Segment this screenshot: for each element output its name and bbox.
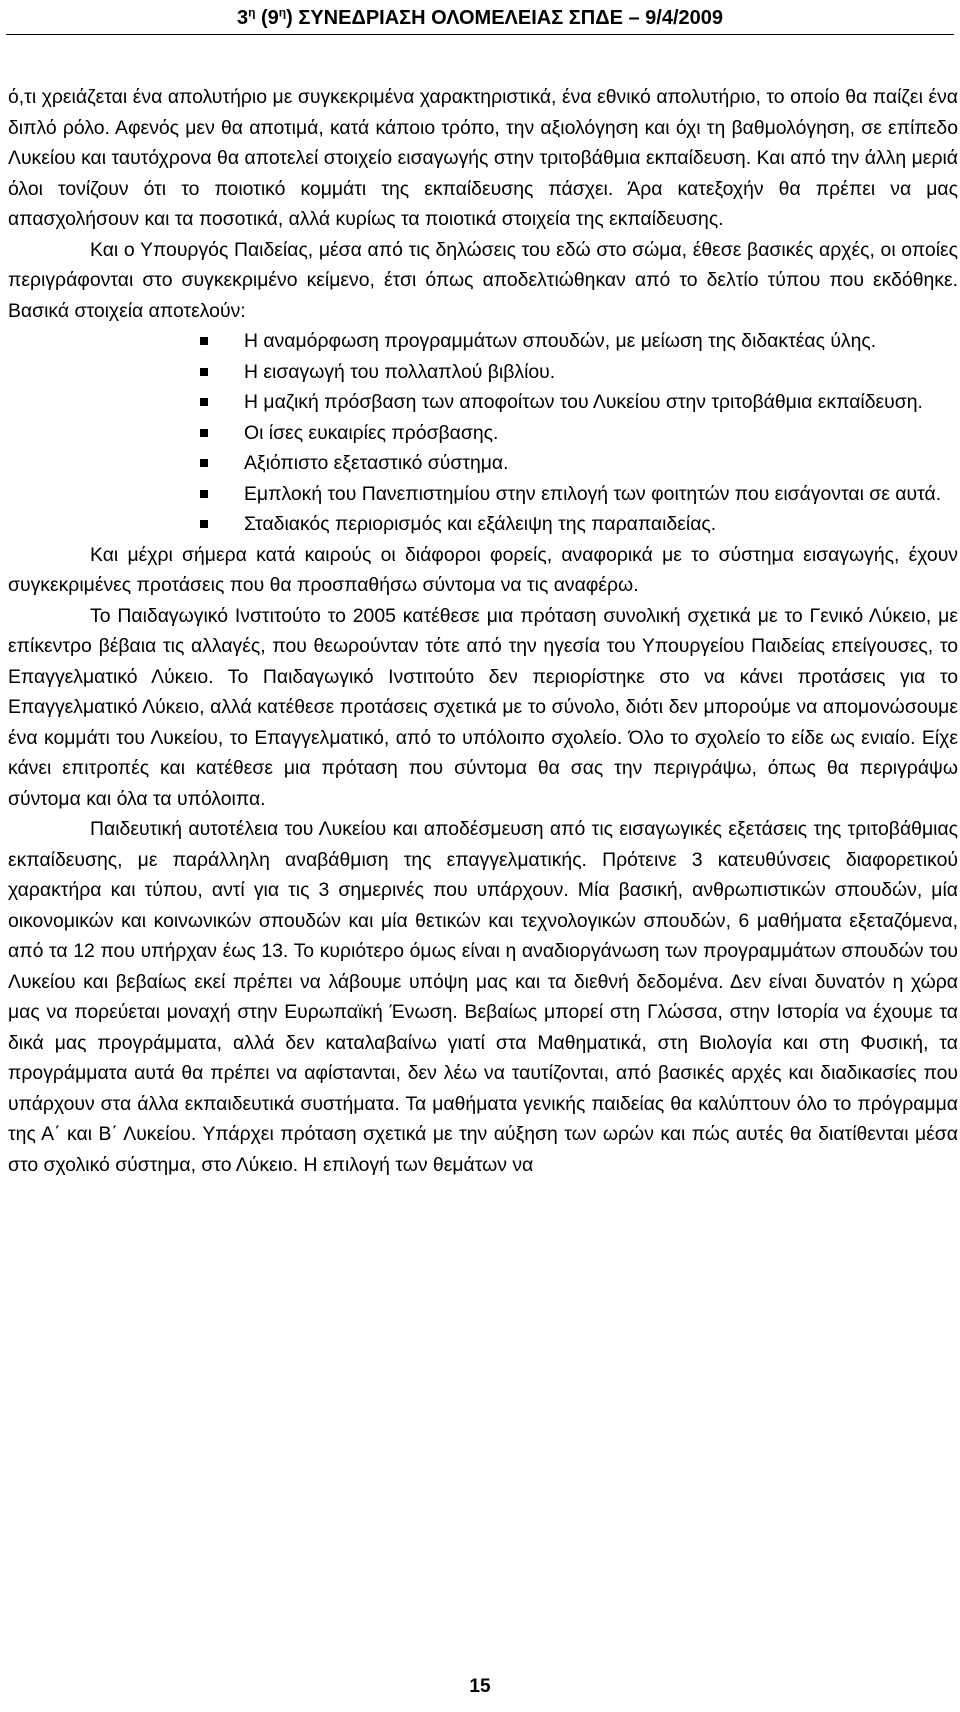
- header-paren: (9: [255, 7, 279, 29]
- principles-list: [8, 326, 958, 540]
- square-bullet-icon: [200, 429, 208, 437]
- square-bullet-icon: [200, 520, 208, 528]
- list-item-text: Η αναμόρφωση προγραμμάτων σπουδών, με μείωση της διδακτέας ύλης.: [244, 330, 877, 352]
- list-item: [244, 479, 958, 510]
- list-item: [244, 418, 958, 449]
- list-item-text: Εμπλοκή του Πανεπιστημίου στην επιλογή των φοιτητών που εισάγονται σε αυτά.: [244, 482, 942, 505]
- header-number-superscript: η: [248, 5, 256, 20]
- list-item: [244, 448, 958, 479]
- paragraph-autonomy: Παιδευτική αυτοτέλεια του Λυκείου και αποδέσμευση από τις εισαγωγικές εξετάσεις της τριτοβάθμιας εκπαίδευσης, με παράλληλη αναβάθμιση της επαγγελματικής. Πρότεινε 3 κατευθύνσεις διαφορετικού χαρακτήρα και τύπου, αντί για τις 3 σημερινές που υπάρχουν. Μία βασική, ανθρωπιστικών σπουδών, μία οικονομικών και κοινωνικών σπουδών και μία θετικών και τεχνολογικών σπουδών, 6 μαθήματα εξεταζόμενα, από τα 12 που υπήρχαν έως 13. Το κυριότερο όμως είναι η αναδιοργάνωση των προγραμμάτων σπουδών του Λυκείου και βεβαίως εκεί πρέπει να λάβουμε υπόψη μας και τα διεθνή δεδομένα. Δεν είναι δυνατόν η χώρα μας να πορεύεται μοναχή στην Ευρωπαϊκή Ένωση. Βεβαίως μπορεί στη Γλώσσα, στην Ιστορία να έχουμε τα δικά μας προγράμματα, αλλά δεν καταλαβαίνω γιατί στα Μαθηματικά, στη Βιολογία και στη Φυσική, τα προγράμματα αυτά θα πρέπει να αφίστανται, δεν λέω να ταυτίζονται, από βασικές αρχές και διαδικασίες που υπάρχουν στα άλλα εκπαιδευτικά συστήματα. Τα μαθήματα γενικής παιδείας θα καλύπτουν όλο το πρόγραμμα της Α΄ και Β΄ Λυκείου. Υπάρχει πρόταση σχετικά με την αύξηση των ωρών και πώς αυτές θα διατίθενται μέσα στο σχολικό σύστημα, στο Λύκειο. Η επιλογή των θεμάτων να: [8, 818, 958, 1176]
- list-item: [244, 357, 958, 388]
- list-item-text: Η εισαγωγή του πολλαπλού βιβλίου.: [244, 360, 556, 383]
- paragraph-intro: ό,τι χρειάζεται ένα απολυτήριο με συγκεκριμένα χαρακτηριστικά, ένα εθνικό απολυτήριο, το οποίο θα παίζει ένα διπλό ρόλο. Αφενός μεν θα αποτιμά, κατά κάποιο τρόπο, την αξιολόγηση και όχι τη βαθμολόγηση, σε επίπεδο Λυκείου και ταυτόχρονα θα αποτελεί στοιχείο εισαγωγής στην τριτοβάθμια εκπαίδευση. Και από την άλλη μεριά όλοι τονίζουν ότι το ποιοτικό κομμάτι της εκπαίδευσης πάσχει. Άρα κατεξοχήν θα πρέπει να μας απασχολήσουν και τα ποσοτικά, αλλά κυρίως τα ποιοτικά στοιχεία της εκπαίδευσης.: [8, 86, 958, 230]
- square-bullet-icon: [200, 490, 208, 498]
- square-bullet-icon: [200, 337, 208, 345]
- header-title-rest: ) ΣΥΝΕΔΡΙΑΣΗ ΟΛΟΜΕΛΕΙΑΣ ΣΠΔΕ – 9/4/2009: [286, 7, 724, 29]
- document-body: [8, 82, 958, 1180]
- page-header: [0, 6, 960, 30]
- square-bullet-icon: [200, 368, 208, 376]
- list-item: [244, 326, 958, 357]
- list-item: [244, 509, 958, 540]
- list-item: [244, 387, 958, 418]
- paragraph-minister: Και ο Υπουργός Παιδείας, μέσα από τις δηλώσεις του εδώ στο σώμα, έθεσε βασικές αρχές, οι οποίες περιγράφονται στο συγκεκριμένο κείμενο, έτσι όπως αποδελτιώθηκαν από το δελτίο τύπου που εκδόθηκε. Βασικά στοιχεία αποτελούν:: [8, 238, 958, 322]
- page-number: 15: [469, 1676, 491, 1697]
- square-bullet-icon: [200, 459, 208, 467]
- list-item-text: Αξιόπιστο εξεταστικό σύστημα.: [244, 452, 509, 474]
- header-number: 3: [236, 7, 249, 29]
- square-bullet-icon: [200, 398, 208, 406]
- paragraph-proposals: Και μέχρι σήμερα κατά καιρούς οι διάφοροι φορείς, αναφορικά με το σύστημα εισαγωγής, έχουν συγκεκριμένες προτάσεις που θα προσπαθήσω σύντομα να τις αναφέρω.: [8, 543, 958, 596]
- list-item-text: Η μαζική πρόσβαση των αποφοίτων του Λυκείου στην τριτοβάθμια εκπαίδευση.: [244, 391, 923, 413]
- list-item-text: Σταδιακός περιορισμός και εξάλειψη της παραπαιδείας.: [244, 513, 717, 535]
- list-item-text: Οι ίσες ευκαιρίες πρόσβασης.: [244, 421, 499, 444]
- header-rule: [6, 34, 954, 35]
- header-paren-superscript: η: [278, 5, 287, 20]
- paragraph-pedagogical-institute: Το Παιδαγωγικό Ινστιτούτο το 2005 κατέθεσε μια πρόταση συνολική σχετικά με το Γενικό Λύκειο, με επίκεντρο βέβαια τις αλλαγές, που θεωρούνταν τότε από την ηγεσία του Υπουργείου Παιδείας επείγουσες, το Επαγγελματικό Λύκειο. Το Παιδαγωγικό Ινστιτούτο δεν περιορίστηκε στο να κάνει προτάσεις για το Επαγγελματικό Λύκειο, αλλά κατέθεσε προτάσεις σχετικά με το σύνολο, διότι δεν μπορούμε να απομονώσουμε ένα κομμάτι του Λυκείου, το Επαγγελματικό, από το υπόλοιπο σχολείο. Όλο το σχολείο το είδε ως ενιαίο. Είχε κάνει επιτροπές και κατέθεσε μια πρόταση που σύντομα θα σας την περιγράψω, όπως θα περιγράψω σύντομα και όλα τα υπόλοιπα.: [8, 604, 958, 810]
